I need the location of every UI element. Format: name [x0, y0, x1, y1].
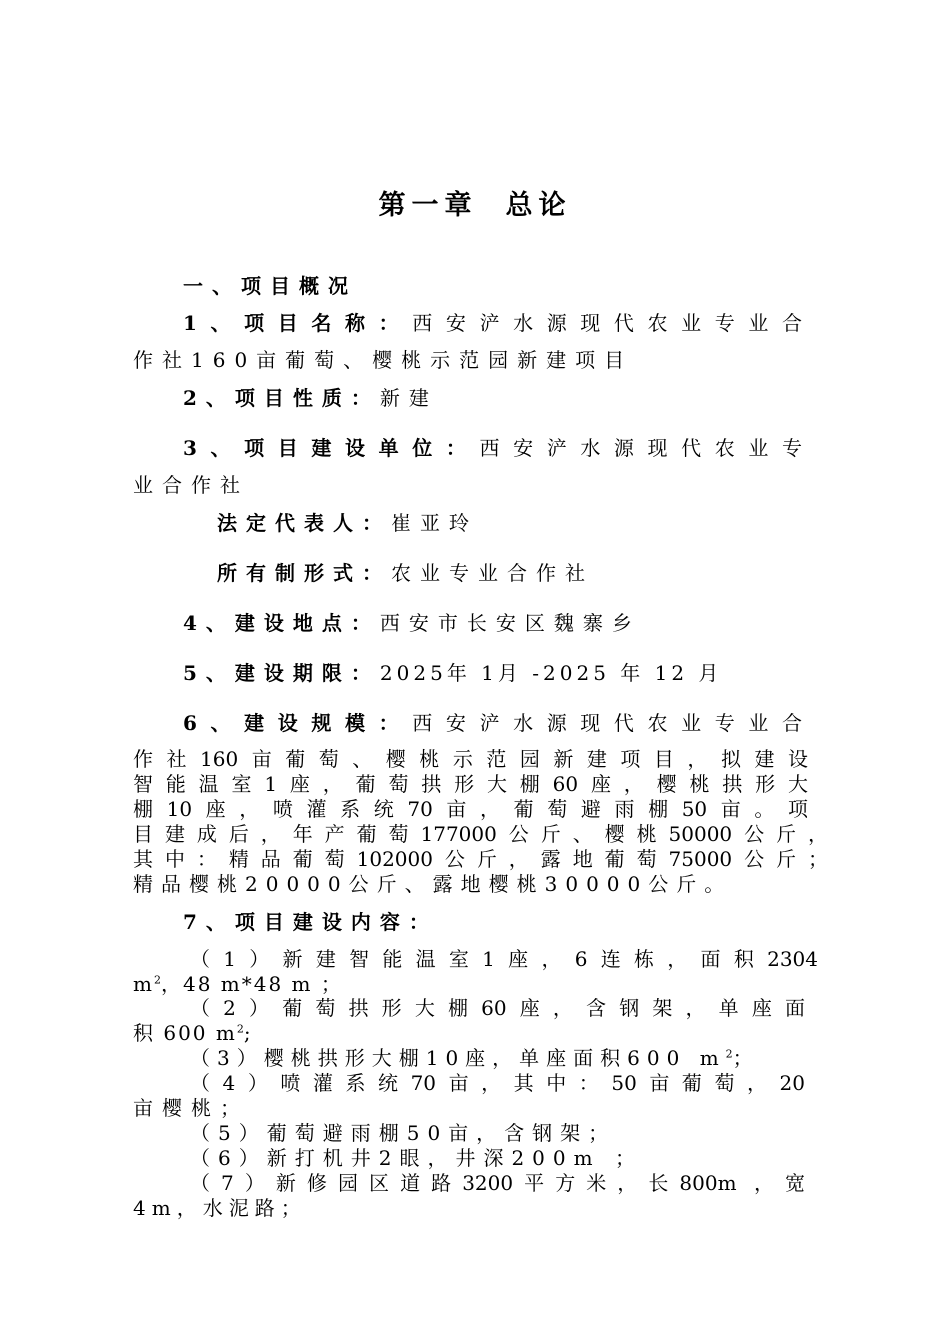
content-item-5: （5）葡萄避雨棚50亩，含钢架；	[190, 1121, 617, 1145]
content-item-4-line2: 亩樱桃；	[133, 1096, 249, 1120]
project-unit-line2: 业合作社	[133, 473, 249, 497]
content-item-4-line1: （4）喷灌系统70亩，其中：50亩葡萄，20	[190, 1071, 805, 1095]
project-name-line1: 1、项目名称：西安浐水源现代农业专业合	[183, 311, 809, 335]
scale-line: 精品樱桃20000公斤、露地樱桃30000公斤。	[133, 872, 733, 896]
chapter-number: 第一章	[378, 190, 478, 221]
scale-line: 目建成后，年产葡萄177000公斤、樱桃50000公斤，	[133, 822, 828, 846]
scale-line: 棚10座，喷灌系统70亩，葡萄避雨棚50亩。项	[133, 797, 808, 821]
chapter-name: 总论	[505, 190, 572, 221]
construction-period: 5、建设期限：2025年 1月 -2025 年 12 月	[183, 661, 723, 685]
content-item-7-line1: （7）新修园区道路3200平方米，长800m ，宽	[190, 1171, 805, 1195]
content-item-3: （3）樱桃拱形大棚10座，单座面积600 $m^2$；	[190, 1046, 760, 1070]
scale-line: 智能温室1座，葡萄拱形大棚60座，樱桃拱形大	[133, 772, 808, 796]
construction-content-heading: 7、项目建设内容：	[183, 910, 438, 934]
project-unit-line1: 3、项目建设单位：西安浐水源现代农业专	[183, 436, 809, 460]
section-heading: 一、项目概况	[183, 274, 357, 298]
legal-representative: 法定代表人：崔亚玲	[217, 511, 478, 535]
content-item-6: （6）新打机井2眼，井深200m ；	[190, 1146, 643, 1170]
construction-site: 4、建设地点：西安市长安区魏寨乡	[183, 611, 641, 635]
construction-scale-line1: 6、建设规模：西安浐水源现代农业专业合	[183, 711, 809, 735]
content-item-2-line1: （2）葡萄拱形大棚60座，含钢架，单座面	[190, 996, 805, 1020]
project-name-line2: 作社160亩葡萄、樱桃示范园新建项目	[133, 348, 634, 372]
project-nature: 2、项目性质：新建	[183, 386, 438, 410]
content-item-2-line2: 积 600 $m^2$;	[133, 1021, 253, 1045]
content-item-7-line2: 4m，水泥路；	[133, 1196, 307, 1220]
content-item-1-line1: （1）新建智能温室1座，6连栋，面积2304	[190, 947, 818, 971]
scale-line: 其中：精品葡萄102000公斤，露地葡萄75000公斤；	[133, 847, 828, 871]
scale-line: 作社160亩葡萄、樱桃示范园新建项目，拟建设	[133, 747, 808, 771]
chapter-title	[0, 183, 950, 222]
ownership-form: 所有制形式：农业专业合作社	[217, 561, 594, 585]
content-item-1-line2: $m^2$，48 m*48 m ；	[133, 972, 343, 996]
